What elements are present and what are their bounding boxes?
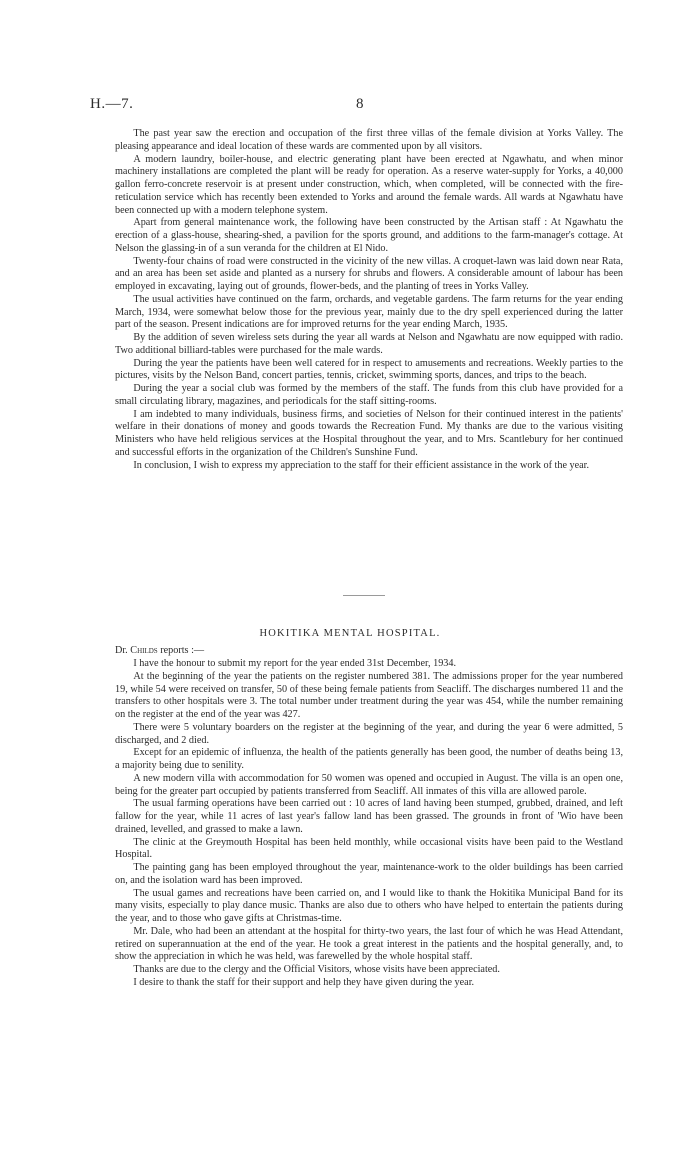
- paragraph: Mr. Dale, who had been an attendant at the hospital for thirty-two years, the last four of which he was Head Attendant, retired on superannuation at the end of the year. He took a great interest in the patients and the hospital generally, and, to show the appreciation in which he was held, was farewelled by the whole hospital staff.: [115, 925, 623, 963]
- paragraph: The usual farming operations have been carried out : 10 acres of land having been stumped, grubbed, drained, and left fallow for the year, while 11 acres of last year's fallow land has been grassed. The grounds in front of 'Wio have been drained, levelled, and grassed to make a lawn.: [115, 798, 623, 835]
- paragraph: During the year the patients have been well catered for in respect to amusements and recreations. Weekly parties to the pictures, visits by the Nelson Band, concert parties, tennis, cricket, swimming sports, dances, and trips to the beach.: [115, 357, 623, 382]
- paragraph: The painting gang has been employed throughout the year, maintenance-work to the older buildings has been carried on, and the isolation ward has been improved.: [115, 862, 623, 886]
- reporter-line: [115, 645, 204, 656]
- hokitika-report-body: [115, 658, 623, 990]
- paragraph: The usual games and recreations have been carried on, and I would like to thank the Hokitika Municipal Band for its many visits, especially to play dance music. Thanks are also due to others who have helped to entertain the patients during the year, and to those who gave gifts at Christmas-time.: [115, 887, 623, 924]
- paragraph: Apart from general maintenance work, the following have been constructed by the Artisan staff : At Ngawhatu the erection of a glass-house, shearing-shed, a pavilion for the sports ground, and additions to the farm-manager's cottage. At Nelson the glassing-in of a sun veranda for the children at El Nido.: [115, 217, 623, 254]
- paragraph: I am indebted to many individuals, business firms, and societies of Nelson for their continued interest in the patients' welfare in their donations of money and goods towards the Recreation Fund. My thanks are due to the various visiting Ministers who have held religious services at the Hospital throughout the year, and to Mrs. Scantlebury for her continued and successful efforts in the organization of the Children's Sunshine Fund.: [115, 408, 623, 458]
- paragraph: A new modern villa with accommodation for 50 women was opened and occupied in August. The villa is an open one, being for the greater part occupied by patients transferred from Seacliff. All inmates of this villa are allowed parole.: [115, 772, 623, 797]
- paragraph: The usual activities have continued on the farm, orchards, and vegetable gardens. The farm returns for the year ending March, 1934, were somewhat below those for the previous year, mainly due to the dry spell experienced during the latter part of the season. Present indications are for improved returns for the year ending March, 1935.: [115, 293, 623, 331]
- paragraph: The past year saw the erection and occupation of the first three villas of the female division at Yorks Valley. The pleasing appearance and ideal location of these wards are commented upon by all visitors.: [115, 128, 623, 152]
- paragraph: There were 5 voluntary boarders on the register at the beginning of the year, and during the year 6 were admitted, 5 discharged, and 2 died.: [115, 721, 623, 746]
- document-reference: H.—7.: [90, 96, 134, 112]
- paragraph: The clinic at the Greymouth Hospital has been held monthly, while occasional visits have been paid to the Westland Hospital.: [115, 836, 623, 861]
- paragraph: Thanks are due to the clergy and the Official Visitors, whose visits have been appreciated.: [133, 964, 500, 975]
- reporter-name: Childs: [130, 645, 158, 656]
- paragraph: A modern laundry, boiler-house, and electric generating plant have been erected at Ngawhatu, and when minor machinery installations are completed the plant will be ready for operation. As a reserve water-supply for Yorks, a 40,000 gallon ferro-concrete reservoir is at present under construction, which, when completed, will be connected with the fire-reticulation service which has recently been extended to Yorks and around the female wards. All wards at Ngawhatu have been connected up with a modern telephone system.: [115, 153, 623, 216]
- reporter-prefix: Dr.: [115, 645, 128, 656]
- paragraph: During the year a social club was formed by the members of the staff. The funds from this club have provided for a small circulating library, magazines, and periodicals for the staff sitting-rooms.: [115, 383, 623, 407]
- paragraph: At the beginning of the year the patients on the register numbered 381. The admissions proper for the year numbered 19, while 54 were received on transfer, 50 of these being female patients from Seacliff. The discharges numbered 11 and the transfers to other hospitals were 3. The total number under treatment during the year was 454, while the number remaining on the register at the end of the year was 427.: [115, 670, 623, 720]
- section-divider: [343, 595, 385, 596]
- paragraph: I desire to thank the staff for their support and help they have given during the year.: [133, 976, 475, 988]
- page-number: 8: [356, 96, 364, 112]
- nelson-report-body: [115, 128, 623, 472]
- section-heading: HOKITIKA MENTAL HOSPITAL.: [259, 628, 441, 639]
- paragraph: In conclusion, I wish to express my appreciation to the staff for their efficient assistance in the work of the year.: [133, 459, 590, 471]
- paragraph: Twenty-four chains of road were constructed in the vicinity of the new villas. A croquet-lawn was laid down near Rata, and an area has been set aside and planted as a nursery for shrubs and flowers. A considerable amount of labour has been employed in excavating, laying out of grounds, flower-beds, and the planting of trees in Yorks Valley.: [115, 255, 623, 292]
- reporter-suffix: reports :—: [160, 645, 205, 656]
- paragraph: By the addition of seven wireless sets during the year all wards at Nelson and Ngawhatu are now equipped with radio. Two additional billiard-tables were purchased for the male wards.: [115, 332, 623, 356]
- paragraph: I have the honour to submit my report for the year ended 31st December, 1934.: [133, 658, 457, 669]
- paragraph: Except for an epidemic of influenza, the health of the patients generally has been good, the number of deaths being 13, a majority being due to senility.: [115, 747, 623, 771]
